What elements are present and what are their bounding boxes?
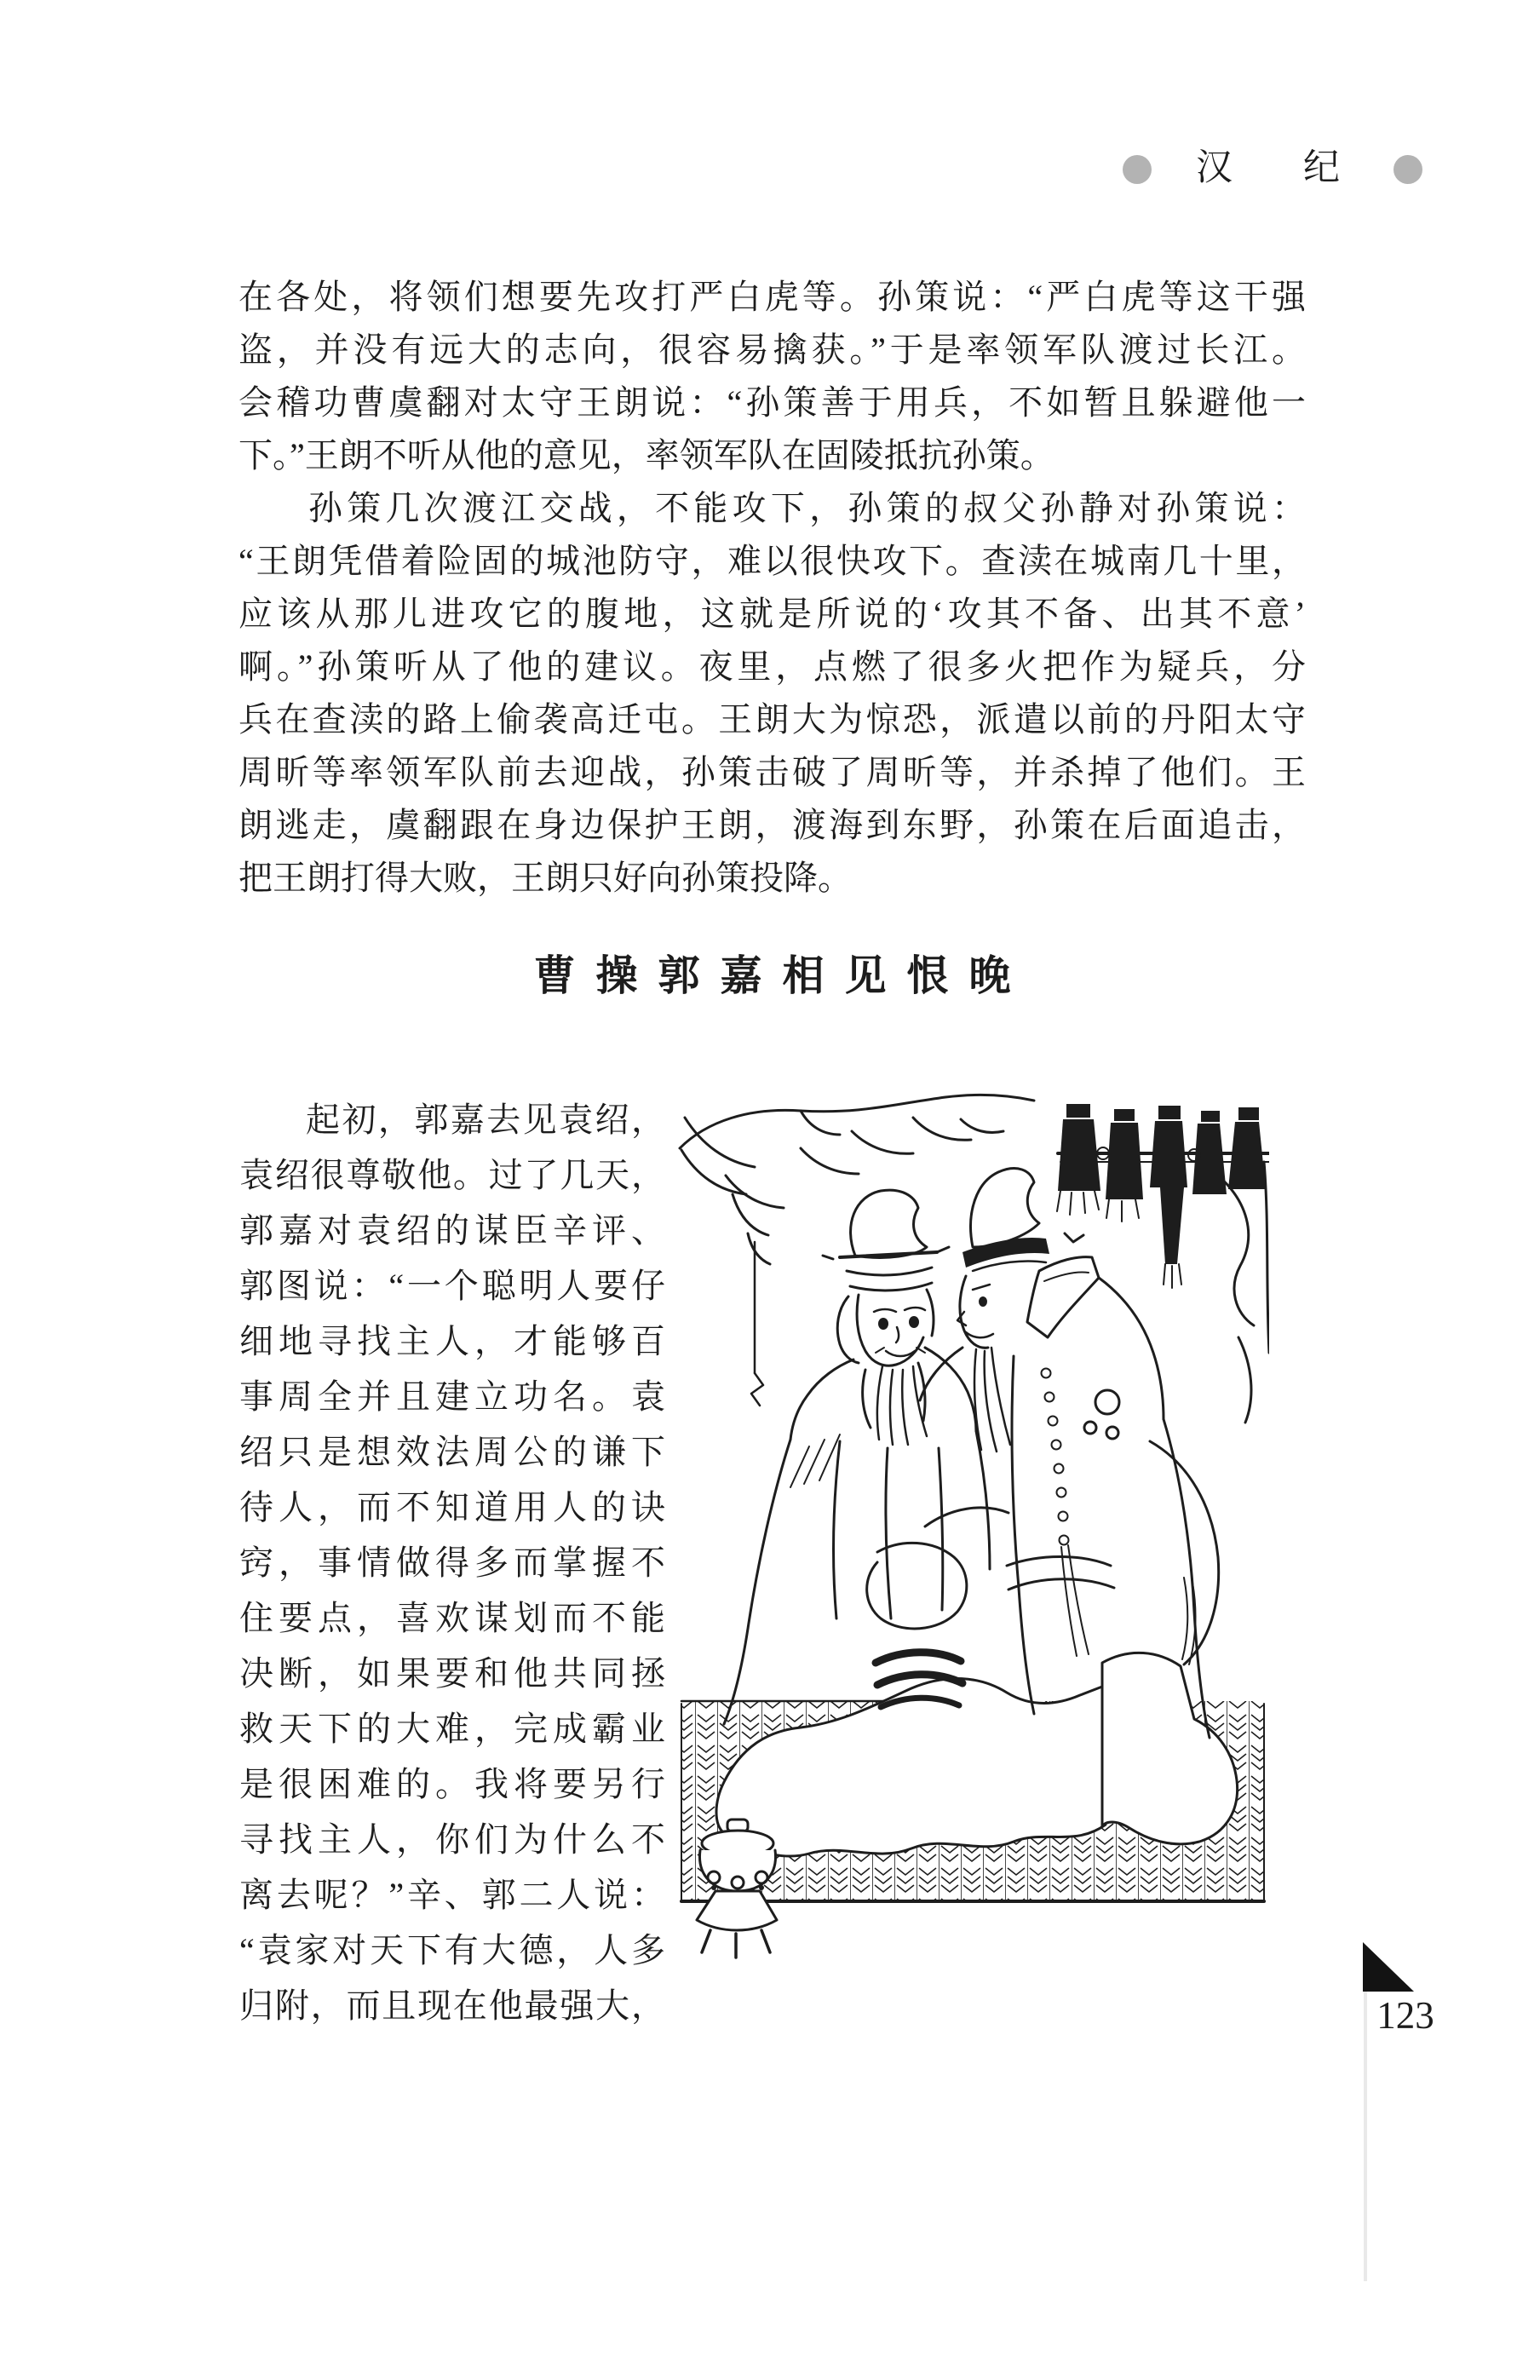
text-line: 事周全并且建立功名。袁: [239, 1377, 665, 1416]
text-line: 下。”王朗不听从他的意见，率领军队在固陵抵抗孙策。: [238, 436, 1054, 474]
text-line: “王朗凭借着险固的城池防守，难以很快攻下。查渎在城南几十里，: [238, 542, 1306, 580]
margin-rule: [1364, 1992, 1367, 2281]
text-line: 盗，并没有远大的志向，很容易擒获。”于是率领军队渡过长江。: [238, 331, 1306, 369]
running-header-char-2: 纪: [1303, 148, 1340, 188]
text-line: 救天下的大难，完成霸业: [239, 1710, 665, 1748]
text-line: 是很困难的。我将要另行: [239, 1765, 665, 1803]
text-line: “袁家对天下有大德，人多: [239, 1931, 665, 1969]
curtain-right: [1218, 1162, 1269, 1423]
decorative-dot-icon: [1393, 155, 1422, 184]
text-line: 决断，如果要和他共同拯: [239, 1654, 665, 1693]
page-corner-triangle-icon: [1363, 1942, 1414, 1992]
text-line: 朗逃走，虞翻跟在身边保护王朗，渡海到东野，孙策在后面追击，: [238, 806, 1306, 844]
section-heading: 曹操郭嘉相见恨晚: [533, 953, 1031, 999]
text-line: 啊。”孙策听从了他的建议。夜里，点燃了很多火把作为疑兵，分: [238, 647, 1306, 686]
text-line: 窍，事情做得多而掌握不: [239, 1544, 665, 1582]
left-text-column: [239, 1092, 665, 2033]
text-line: 周昕等率领军队前去迎战，孙策击破了周昕等，并杀掉了他们。王: [238, 753, 1306, 791]
text-line: 细地寻找主人，才能够百: [239, 1322, 665, 1360]
text-line: 在各处，将领们想要先攻打严白虎等。孙策说：“严白虎等这干强: [238, 278, 1306, 316]
illustration: [673, 1066, 1269, 1961]
text-line: 待人，而不知道用人的诀: [239, 1488, 665, 1526]
decorative-dot-icon: [1123, 155, 1152, 184]
robe-hem-right: [1102, 1653, 1238, 1844]
text-line: 应该从那儿进攻它的腹地，这就是所说的‘攻其不备、出其不意’: [238, 595, 1306, 633]
text-line: 离去呢？”辛、郭二人说：: [239, 1876, 665, 1914]
text-line: 袁绍很尊敬他。过了几天，: [239, 1156, 665, 1194]
text-line: 绍只是想效法周公的谦下: [239, 1433, 665, 1471]
paragraph-2: [238, 482, 1306, 905]
text-line: 住要点，喜欢谋划而不能: [239, 1599, 665, 1637]
text-line: 孙策几次渡江交战，不能攻下，孙策的叔父孙静对孙策说：: [308, 489, 1306, 527]
running-header-char-1: 汉: [1196, 148, 1233, 188]
text-line: 起初，郭嘉去见袁绍，: [306, 1101, 665, 1139]
text-line: 寻找主人，你们为什么不: [239, 1820, 665, 1859]
text-line: 会稽功曹虞翻对太守王朗说：“孙策善于用兵，不如暂且躲避他一: [238, 383, 1306, 422]
text-line: 郭图说：“一个聪明人要仔: [239, 1267, 665, 1305]
text-line: 把王朗打得大败，王朗只好向孙策投降。: [238, 859, 852, 897]
text-line: 兵在查渎的路上偷袭高迁屯。王朗大为惊恐，派遣以前的丹阳太守: [238, 700, 1306, 739]
illustration-svg: [673, 1066, 1269, 1961]
text-line: 归附，而且现在他最强大，: [239, 1986, 665, 2025]
paragraph-1: [238, 271, 1306, 482]
page-number: 123: [1376, 1994, 1434, 2037]
text-line: 郭嘉对袁绍的谋臣辛评、: [239, 1211, 665, 1250]
figure-left: [724, 1190, 990, 1724]
